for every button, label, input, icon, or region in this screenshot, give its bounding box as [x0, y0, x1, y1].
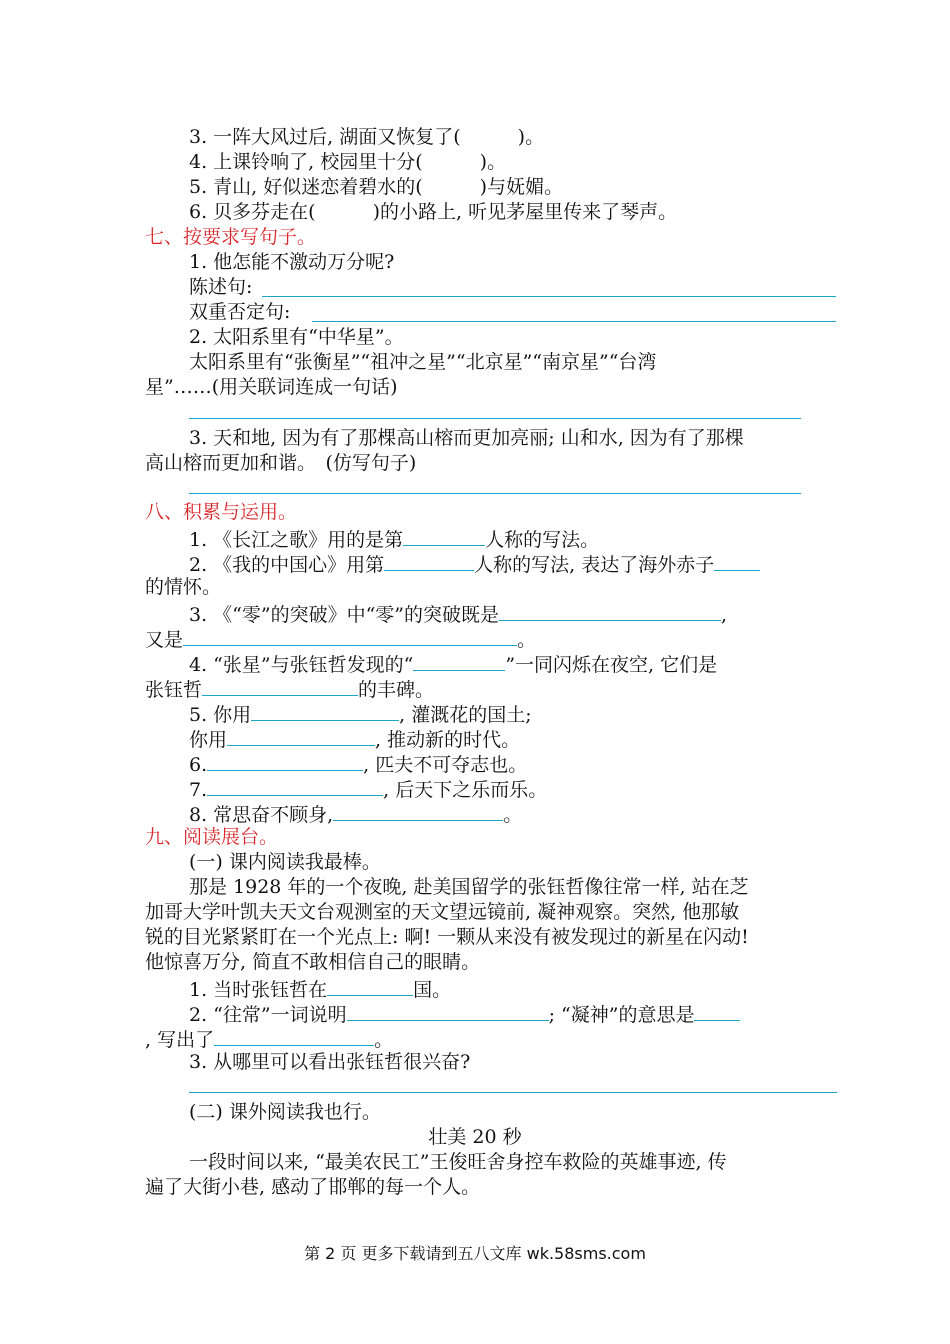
- fill-question-3: 3. 一阵大风过后, 湖面又恢复了( )。: [189, 126, 545, 148]
- section-7-heading: 七、按要求写句子。: [145, 226, 317, 248]
- rewrite-q1-declarative-label: 陈述句:: [189, 276, 253, 298]
- blank: [413, 649, 505, 671]
- blank: [251, 699, 399, 721]
- accumulate-q4: 4. “张星”与张钰哲发现的“ ”一同闪烁在夜空, 它们是: [189, 649, 717, 678]
- accumulate-q1: 1. 《长江之歌》用的是第 人称的写法。: [189, 524, 599, 553]
- blank: [714, 549, 760, 571]
- blank: [207, 774, 383, 796]
- rewrite-q2: 2. 太阳系里有“中华星”。: [189, 326, 404, 348]
- reading-sub-1: (一) 课内阅读我最棒。: [189, 851, 381, 873]
- blank: [333, 799, 503, 821]
- fill-question-6: 6. 贝多芬走在( )的小路上, 听见茅屋里传来了琴声。: [189, 201, 678, 223]
- blank: [384, 549, 474, 571]
- reading-q2: 2. “往常”一词说明 ; “凝神”的意思是: [189, 999, 740, 1028]
- passage-title: 壮美 20 秒: [428, 1126, 522, 1148]
- blank: [327, 974, 413, 996]
- rewrite-q1: 1. 他怎能不激动万分呢?: [189, 251, 395, 273]
- rewrite-q3-text-1: 3. 天和地, 因为有了那棵高山榕而更加亮丽; 山和水, 因为有了那棵: [189, 427, 744, 449]
- passage-line: 锐的目光紧紧盯在一个光点上: 啊! 一颗从来没有被发现过的新星在闪动!: [145, 926, 749, 948]
- accumulate-q3-cont: 又是 。: [145, 624, 536, 653]
- accumulate-q5b: 你用 , 推动新的时代。: [189, 724, 520, 753]
- reading-sub-2: (二) 课外阅读我也行。: [189, 1101, 381, 1123]
- answer-line: [189, 1092, 837, 1093]
- rewrite-q1-double-negative-label: 双重否定句:: [189, 301, 291, 323]
- rewrite-q3-text-2: 高山榕而更加和谐。 (仿写句子): [145, 452, 417, 474]
- blank: [202, 674, 358, 696]
- passage-line: 加哥大学叶凯夫天文台观测室的天文望远镜前, 凝神观察。突然, 他那敏: [145, 901, 740, 923]
- reading-q2-cont: , 写出了 。: [145, 1024, 393, 1053]
- reading-q1: 1. 当时张钰哲在 国。: [189, 974, 451, 1003]
- section-8-heading: 八、积累与运用。: [145, 501, 298, 523]
- answer-line: [189, 418, 801, 419]
- accumulate-q5a: 5. 你用 , 灌溉花的国土;: [189, 699, 532, 728]
- blank: [207, 749, 363, 771]
- accumulate-q2-cont: 的情怀。: [145, 576, 222, 598]
- fill-question-5: 5. 青山, 好似迷恋着碧水的( )与妩媚。: [189, 176, 564, 198]
- reading-q3: 3. 从哪里可以看出张钰哲很兴奋?: [189, 1051, 471, 1073]
- passage-line: 一段时间以来, “最美农民工”王俊旺舍身控车救险的英雄事迹, 传: [189, 1151, 727, 1173]
- accumulate-q2: 2. 《我的中国心》用第 人称的写法, 表达了海外赤子: [189, 549, 760, 578]
- blank: [499, 599, 721, 621]
- blank: [183, 624, 517, 646]
- page-footer: 第 2 页 更多下载请到五八文库 wk.58sms.com: [304, 1244, 646, 1263]
- blank: [227, 724, 375, 746]
- passage-line: 那是 1928 年的一个夜晚, 赴美国留学的张钰哲像往常一样, 站在芝: [189, 876, 749, 898]
- rewrite-q2-text-1: 太阳系里有“张衡星”“祖冲之星”“北京星”“南京星”“台湾: [189, 351, 657, 373]
- blank: [694, 999, 740, 1021]
- accumulate-q3: 3. 《“零”的突破》中“零”的突破既是 ,: [189, 599, 727, 628]
- accumulate-q6: 6. , 匹夫不可夺志也。: [189, 749, 527, 778]
- answer-line: [262, 296, 836, 297]
- answer-line: [189, 493, 801, 494]
- accumulate-q4-cont: 张钰哲 的丰碑。: [145, 674, 434, 703]
- accumulate-q7: 7. , 后天下之乐而乐。: [189, 774, 547, 803]
- accumulate-q8: 8. 常思奋不顾身, 。: [189, 799, 522, 828]
- passage-line: 他惊喜万分, 简直不敢相信自己的眼睛。: [145, 951, 481, 973]
- answer-line: [312, 321, 836, 322]
- passage-line: 遍了大街小巷, 感动了邯郸的每一个人。: [145, 1176, 481, 1198]
- rewrite-q2-text-2: 星”……(用关联词连成一句话): [145, 376, 398, 398]
- blank: [403, 524, 485, 546]
- blank: [214, 1024, 374, 1046]
- section-9-heading: 九、阅读展台。: [145, 826, 279, 848]
- fill-question-4: 4. 上课铃响了, 校园里十分( )。: [189, 151, 507, 173]
- blank: [347, 999, 549, 1021]
